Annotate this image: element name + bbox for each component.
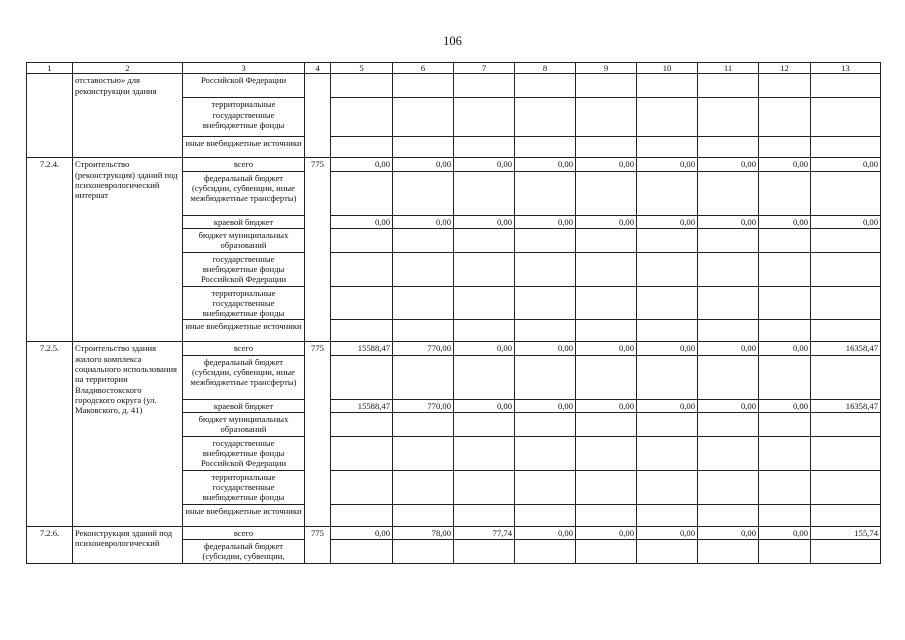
value-cell: 0,00 bbox=[576, 342, 637, 355]
page-number: 106 bbox=[443, 34, 462, 48]
header-row bbox=[27, 63, 881, 74]
value-cell: 0,00 bbox=[393, 158, 454, 171]
table-row bbox=[27, 526, 881, 539]
table-row bbox=[27, 158, 881, 171]
value-cell: 0,00 bbox=[331, 158, 393, 171]
value-cell: 0,00 bbox=[331, 526, 393, 539]
source-cell: всего bbox=[183, 342, 305, 355]
value-cell: 0,00 bbox=[698, 158, 759, 171]
value-cell: 0,00 bbox=[576, 215, 637, 228]
source-cell: территориальные государственные внебюджетные фонды bbox=[183, 286, 305, 320]
header-cell: 7 bbox=[454, 63, 515, 74]
value-cell: 0,00 bbox=[576, 399, 637, 412]
value-cell: 770,00 bbox=[393, 399, 454, 412]
value-cell: 0,00 bbox=[454, 215, 515, 228]
source-cell: государственные внебюджетные фонды Российской Федерации bbox=[183, 252, 305, 286]
header-cell: 2 bbox=[73, 63, 183, 74]
value-cell: 0,00 bbox=[637, 399, 698, 412]
value-cell: 0,00 bbox=[454, 399, 515, 412]
value-cell: 0,00 bbox=[454, 342, 515, 355]
value-cell: 770,00 bbox=[393, 342, 454, 355]
source-cell: краевой бюджет bbox=[183, 215, 305, 228]
header-cell: 3 bbox=[183, 63, 305, 74]
source-cell: бюджет муниципальных образований bbox=[183, 413, 305, 437]
item-name-cell: Строительство здания жилого комплекса социального использования на территории Владивостокского городского округа (ул. Маковского, д. 41) bbox=[73, 342, 183, 526]
value-cell: 155,74 bbox=[811, 526, 881, 539]
source-cell: Российской Федерации bbox=[183, 74, 305, 98]
value-cell: 77,74 bbox=[454, 526, 515, 539]
value-cell: 0,00 bbox=[759, 399, 811, 412]
value-cell: 0,00 bbox=[637, 526, 698, 539]
code-cell bbox=[305, 74, 331, 158]
value-cell: 16358,47 bbox=[811, 399, 881, 412]
header-cell: 13 bbox=[811, 63, 881, 74]
source-cell: иные внебюджетные источники bbox=[183, 504, 305, 526]
value-cell: 0,00 bbox=[698, 399, 759, 412]
table-row bbox=[27, 342, 881, 355]
item-number-cell: 7.2.6. bbox=[27, 526, 73, 563]
header-cell: 5 bbox=[331, 63, 393, 74]
source-cell: краевой бюджет bbox=[183, 399, 305, 412]
code-cell: 775 bbox=[305, 342, 331, 526]
value-cell: 0,00 bbox=[759, 215, 811, 228]
value-cell: 0,00 bbox=[759, 158, 811, 171]
source-cell: всего bbox=[183, 526, 305, 539]
value-cell: 0,00 bbox=[576, 158, 637, 171]
value-cell: 0,00 bbox=[759, 342, 811, 355]
value-cell: 0,00 bbox=[515, 215, 576, 228]
item-number-cell: 7.2.5. bbox=[27, 342, 73, 526]
value-cell: 0,00 bbox=[515, 158, 576, 171]
value-cell: 0,00 bbox=[637, 215, 698, 228]
source-cell: федеральный бюджет (субсидии, субвенции, иные межбюджетные трансферты) bbox=[183, 171, 305, 215]
value-cell: 0,00 bbox=[515, 526, 576, 539]
value-cell: 0,00 bbox=[576, 526, 637, 539]
source-cell: иные внебюджетные источники bbox=[183, 320, 305, 342]
value-cell: 0,00 bbox=[698, 215, 759, 228]
value-cell: 0,00 bbox=[393, 215, 454, 228]
value-cell: 0,00 bbox=[759, 526, 811, 539]
value-cell: 0,00 bbox=[698, 526, 759, 539]
budget-table bbox=[26, 62, 881, 564]
value-cell: 0,00 bbox=[698, 342, 759, 355]
header-cell: 1 bbox=[27, 63, 73, 74]
code-cell: 775 bbox=[305, 526, 331, 563]
source-cell: территориальные государственные внебюджетные фонды bbox=[183, 98, 305, 137]
value-cell: 0,00 bbox=[331, 215, 393, 228]
value-cell: 78,00 bbox=[393, 526, 454, 539]
value-cell: 0,00 bbox=[515, 399, 576, 412]
table-row bbox=[27, 74, 881, 98]
source-cell: федеральный бюджет (субсидии, субвенции, bbox=[183, 539, 305, 563]
value-cell: 16358,47 bbox=[811, 342, 881, 355]
value-cell: 0,00 bbox=[454, 158, 515, 171]
value-cell: 0,00 bbox=[515, 342, 576, 355]
item-number-cell: 7.2.4. bbox=[27, 158, 73, 342]
value-cell: 0,00 bbox=[637, 342, 698, 355]
header-cell: 9 bbox=[576, 63, 637, 74]
header-cell: 6 bbox=[393, 63, 454, 74]
value-cell: 0,00 bbox=[637, 158, 698, 171]
value-cell: 15588,47 bbox=[331, 342, 393, 355]
header-cell: 11 bbox=[698, 63, 759, 74]
source-cell: иные внебюджетные источники bbox=[183, 137, 305, 158]
header-cell: 12 bbox=[759, 63, 811, 74]
item-number-cell bbox=[27, 74, 73, 158]
item-name-cell: Строительство (реконструкция) зданий под психоневрологический интернат bbox=[73, 158, 183, 342]
source-cell: федеральный бюджет (субсидии, субвенции, иные межбюджетные трансферты) bbox=[183, 355, 305, 399]
source-cell: территориальные государственные внебюджетные фонды bbox=[183, 470, 305, 504]
header-cell: 8 bbox=[515, 63, 576, 74]
item-name-cell: Реконструкция зданий под психоневрологический bbox=[73, 526, 183, 563]
source-cell: бюджет муниципальных образований bbox=[183, 228, 305, 252]
source-cell: всего bbox=[183, 158, 305, 171]
item-name-cell: отставостью» для реконструкции здания bbox=[73, 74, 183, 158]
source-cell: государственные внебюджетные фонды Российской Федерации bbox=[183, 436, 305, 470]
value-cell: 0,00 bbox=[811, 158, 881, 171]
code-cell: 775 bbox=[305, 158, 331, 342]
value-cell: 0,00 bbox=[811, 215, 881, 228]
header-cell: 10 bbox=[637, 63, 698, 74]
value-cell: 15588,47 bbox=[331, 399, 393, 412]
header-cell: 4 bbox=[305, 63, 331, 74]
